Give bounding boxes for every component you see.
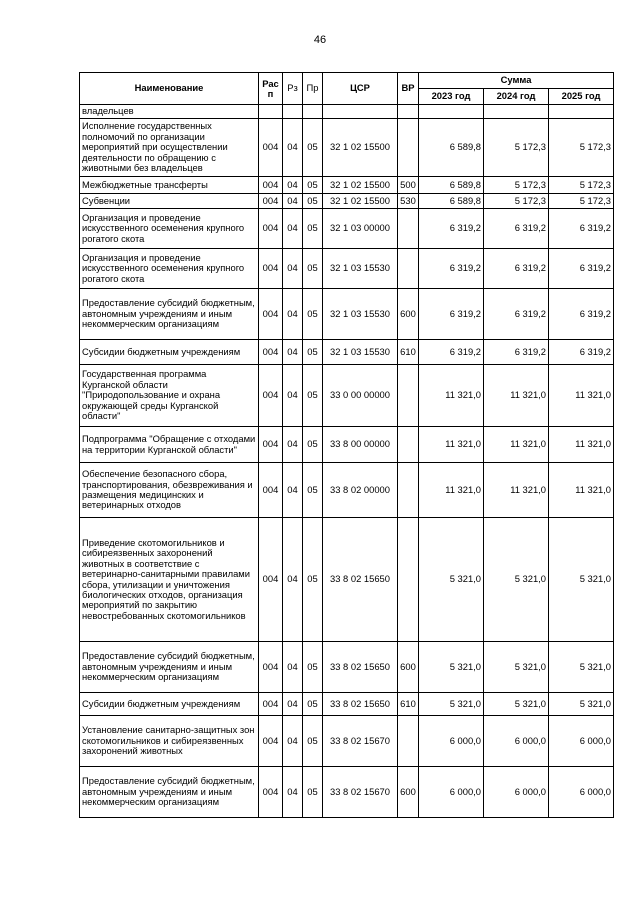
cell-csr: 33 8 02 15650 [323, 693, 398, 716]
cell-y2023: 6 000,0 [419, 716, 484, 767]
cell-vr [398, 427, 419, 463]
cell-vr [398, 716, 419, 767]
cell-y2023: 5 321,0 [419, 693, 484, 716]
cell-y2025: 6 319,2 [549, 340, 614, 365]
cell-rz: 04 [283, 427, 303, 463]
header-vr: ВР [398, 73, 419, 105]
table-row [80, 518, 614, 642]
cell-vr: 600 [398, 642, 419, 693]
cell-rz: 04 [283, 365, 303, 427]
cell-pr: 05 [303, 518, 323, 642]
cell-y2025: 6 319,2 [549, 249, 614, 289]
table-row [80, 289, 614, 340]
cell-y2023 [419, 105, 484, 119]
cell-y2024: 6 319,2 [484, 249, 549, 289]
header-sum: Сумма [419, 73, 614, 89]
cell-y2024: 5 321,0 [484, 693, 549, 716]
cell-csr: 32 1 03 00000 [323, 209, 398, 249]
cell-rz: 04 [283, 518, 303, 642]
cell-name: владельцев [80, 105, 259, 119]
cell-y2023: 11 321,0 [419, 427, 484, 463]
cell-y2023: 6 589,8 [419, 194, 484, 209]
cell-pr: 05 [303, 209, 323, 249]
cell-vr [398, 518, 419, 642]
cell-rasp: 004 [259, 427, 283, 463]
cell-vr: 600 [398, 767, 419, 818]
table-row [80, 716, 614, 767]
cell-pr: 05 [303, 194, 323, 209]
cell-rz: 04 [283, 119, 303, 177]
header-2024: 2024 год [484, 89, 549, 105]
cell-csr: 33 8 02 15650 [323, 642, 398, 693]
cell-pr: 05 [303, 427, 323, 463]
cell-y2024: 5 321,0 [484, 642, 549, 693]
header-pr: Пр [303, 73, 323, 105]
header-rasp: Рас п [259, 73, 283, 105]
cell-rasp: 004 [259, 463, 283, 518]
cell-rasp: 004 [259, 518, 283, 642]
cell-y2024: 5 172,3 [484, 194, 549, 209]
cell-name: Приведение скотомогильников и сибиреязвенных захоронений животных в соответствие с ветеринарно-санитарными правилами сбора, утилизации и уничтожения биологических отходов, организация мероприятий по закрытию невостребованных скотомогильников [80, 518, 259, 642]
cell-pr: 05 [303, 365, 323, 427]
cell-csr: 33 8 02 15670 [323, 716, 398, 767]
cell-vr [398, 249, 419, 289]
cell-pr: 05 [303, 289, 323, 340]
cell-rasp: 004 [259, 119, 283, 177]
table-row [80, 119, 614, 177]
cell-y2024: 6 000,0 [484, 716, 549, 767]
cell-rz: 04 [283, 716, 303, 767]
cell-y2025: 6 319,2 [549, 209, 614, 249]
cell-name: Государственная программа Курганской области "Природопользование и охрана окружающей среды Курганской области" [80, 365, 259, 427]
cell-csr: 33 0 00 00000 [323, 365, 398, 427]
cell-y2023: 6 319,2 [419, 340, 484, 365]
cell-csr: 32 1 03 15530 [323, 249, 398, 289]
table-row [80, 194, 614, 209]
cell-rz: 04 [283, 249, 303, 289]
cell-y2024: 5 321,0 [484, 518, 549, 642]
cell-name: Исполнение государственных полномочий по организации мероприятий при осуществлении деятельности по обращению с животными без владельцев [80, 119, 259, 177]
cell-name: Предоставление субсидий бюджетным, автономным учреждениям и иным некоммерческим организациям [80, 642, 259, 693]
header-rz: Рз [283, 73, 303, 105]
cell-rasp: 004 [259, 194, 283, 209]
cell-rasp: 004 [259, 249, 283, 289]
cell-y2025: 5 321,0 [549, 693, 614, 716]
header-2025: 2025 год [549, 89, 614, 105]
cell-csr: 33 8 00 00000 [323, 427, 398, 463]
cell-rz: 04 [283, 767, 303, 818]
cell-pr: 05 [303, 642, 323, 693]
cell-csr: 33 8 02 00000 [323, 463, 398, 518]
table-row [80, 427, 614, 463]
cell-csr [323, 105, 398, 119]
table-row [80, 105, 614, 119]
header-csr: ЦСР [323, 73, 398, 105]
cell-y2025: 6 000,0 [549, 716, 614, 767]
cell-vr [398, 105, 419, 119]
cell-vr [398, 463, 419, 518]
table-header [80, 73, 614, 105]
cell-pr [303, 105, 323, 119]
cell-pr: 05 [303, 716, 323, 767]
table-row [80, 340, 614, 365]
table-row [80, 642, 614, 693]
cell-rz: 04 [283, 340, 303, 365]
cell-rasp: 004 [259, 340, 283, 365]
cell-name: Установление санитарно-защитных зон скотомогильников и сибиреязвенных захоронений животных [80, 716, 259, 767]
table-row [80, 365, 614, 427]
cell-csr: 32 1 02 15500 [323, 194, 398, 209]
cell-y2024: 11 321,0 [484, 463, 549, 518]
cell-name: Организация и проведение искусственного осеменения крупного рогатого скота [80, 249, 259, 289]
cell-y2023: 6 319,2 [419, 289, 484, 340]
cell-y2025 [549, 105, 614, 119]
cell-vr: 530 [398, 194, 419, 209]
header-2023: 2023 год [419, 89, 484, 105]
cell-name: Субвенции [80, 194, 259, 209]
cell-vr [398, 365, 419, 427]
cell-y2025: 11 321,0 [549, 365, 614, 427]
cell-vr: 610 [398, 340, 419, 365]
cell-pr: 05 [303, 177, 323, 194]
cell-rasp: 004 [259, 289, 283, 340]
table-row [80, 693, 614, 716]
cell-y2023: 6 589,8 [419, 177, 484, 194]
cell-rz: 04 [283, 194, 303, 209]
cell-vr [398, 119, 419, 177]
cell-pr: 05 [303, 340, 323, 365]
cell-y2025: 5 321,0 [549, 518, 614, 642]
cell-csr: 32 1 02 15500 [323, 119, 398, 177]
cell-y2024: 6 319,2 [484, 340, 549, 365]
cell-csr: 33 8 02 15650 [323, 518, 398, 642]
cell-rasp: 004 [259, 693, 283, 716]
cell-rz: 04 [283, 642, 303, 693]
cell-name: Подпрограмма "Обращение с отходами на территории Курганской области" [80, 427, 259, 463]
cell-csr: 32 1 03 15530 [323, 289, 398, 340]
cell-vr: 500 [398, 177, 419, 194]
cell-pr: 05 [303, 119, 323, 177]
cell-y2023: 5 321,0 [419, 642, 484, 693]
table-row [80, 249, 614, 289]
cell-csr: 32 1 03 15530 [323, 340, 398, 365]
cell-y2023: 6 589,8 [419, 119, 484, 177]
cell-y2024: 5 172,3 [484, 119, 549, 177]
cell-pr: 05 [303, 249, 323, 289]
header-name: Наименование [80, 73, 259, 105]
cell-vr: 610 [398, 693, 419, 716]
cell-y2024: 5 172,3 [484, 177, 549, 194]
table-row [80, 463, 614, 518]
cell-name: Обеспечение безопасного сбора, транспортирования, обезвреживания и размещения медицинских и ветеринарных отходов [80, 463, 259, 518]
cell-name: Предоставление субсидий бюджетным, автономным учреждениям и иным некоммерческим организациям [80, 289, 259, 340]
cell-y2024: 6 319,2 [484, 289, 549, 340]
cell-pr: 05 [303, 693, 323, 716]
page-number: 46 [313, 34, 327, 46]
cell-y2025: 5 172,3 [549, 194, 614, 209]
cell-rz: 04 [283, 177, 303, 194]
cell-y2025: 5 321,0 [549, 642, 614, 693]
cell-y2023: 6 319,2 [419, 249, 484, 289]
cell-y2024: 6 319,2 [484, 209, 549, 249]
cell-y2024: 11 321,0 [484, 427, 549, 463]
cell-rasp: 004 [259, 716, 283, 767]
cell-y2023: 11 321,0 [419, 365, 484, 427]
cell-rz: 04 [283, 463, 303, 518]
cell-rz: 04 [283, 693, 303, 716]
cell-rz: 04 [283, 289, 303, 340]
cell-rasp: 004 [259, 177, 283, 194]
cell-y2023: 6 319,2 [419, 209, 484, 249]
cell-name: Субсидии бюджетным учреждениям [80, 340, 259, 365]
cell-y2023: 6 000,0 [419, 767, 484, 818]
cell-rz [283, 105, 303, 119]
cell-y2024: 6 000,0 [484, 767, 549, 818]
cell-vr: 600 [398, 289, 419, 340]
cell-rasp [259, 105, 283, 119]
cell-rasp: 004 [259, 209, 283, 249]
cell-name: Субсидии бюджетным учреждениям [80, 693, 259, 716]
budget-table [79, 72, 614, 818]
cell-name: Организация и проведение искусственного осеменения крупного рогатого скота [80, 209, 259, 249]
cell-y2025: 5 172,3 [549, 177, 614, 194]
table-row [80, 209, 614, 249]
cell-rasp: 004 [259, 642, 283, 693]
cell-rasp: 004 [259, 365, 283, 427]
table-body [80, 105, 614, 818]
cell-pr: 05 [303, 463, 323, 518]
table-row [80, 177, 614, 194]
cell-y2023: 11 321,0 [419, 463, 484, 518]
cell-csr: 32 1 02 15500 [323, 177, 398, 194]
cell-rz: 04 [283, 209, 303, 249]
cell-vr [398, 209, 419, 249]
cell-name: Предоставление субсидий бюджетным, автономным учреждениям и иным некоммерческим организациям [80, 767, 259, 818]
cell-y2025: 11 321,0 [549, 463, 614, 518]
cell-y2025: 6 319,2 [549, 289, 614, 340]
cell-y2025: 6 000,0 [549, 767, 614, 818]
cell-y2025: 5 172,3 [549, 119, 614, 177]
cell-pr: 05 [303, 767, 323, 818]
cell-y2023: 5 321,0 [419, 518, 484, 642]
cell-name: Межбюджетные трансферты [80, 177, 259, 194]
cell-csr: 33 8 02 15670 [323, 767, 398, 818]
cell-y2025: 11 321,0 [549, 427, 614, 463]
cell-y2024: 11 321,0 [484, 365, 549, 427]
table-row [80, 767, 614, 818]
cell-rasp: 004 [259, 767, 283, 818]
cell-y2024 [484, 105, 549, 119]
